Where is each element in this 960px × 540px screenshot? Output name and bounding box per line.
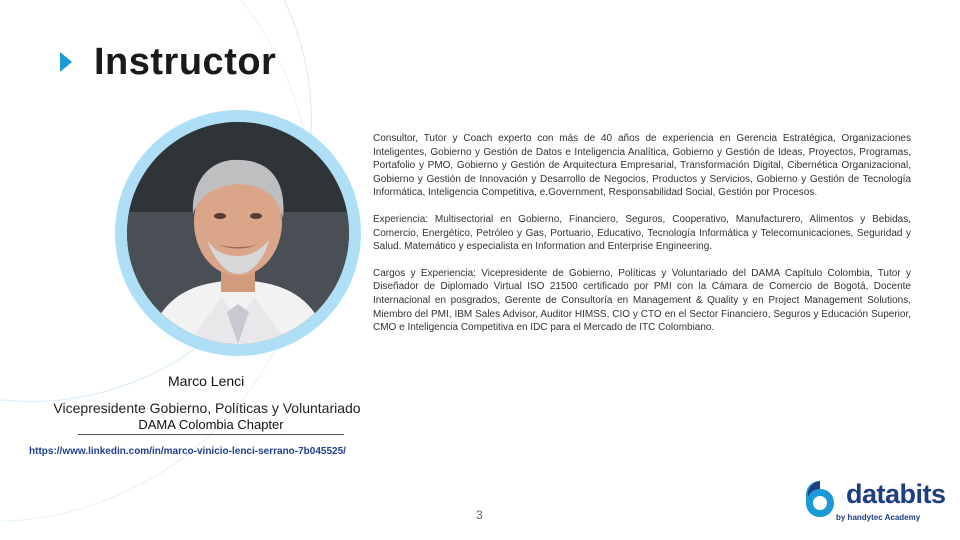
profile-photo-frame [115, 110, 361, 356]
bio-text [373, 132, 911, 348]
person-organization: DAMA Colombia Chapter [78, 417, 344, 435]
page-number: 3 [476, 508, 483, 522]
brand-tagline: by handytec Academy [836, 513, 921, 522]
play-triangle-icon [60, 52, 72, 72]
profile-photo [127, 122, 349, 344]
linkedin-link[interactable]: https://www.linkedin.com/in/marco-vinicio-lenci-serrano-7b045525/ [29, 446, 346, 457]
brand-name: databits [846, 479, 946, 509]
databits-logo-icon [804, 479, 836, 519]
person-role: Vicepresidente Gobierno, Políticas y Voluntariado [53, 400, 361, 416]
bio-paragraph-summary: Consultor, Tutor y Coach experto con más de 40 años de experiencia en Gerencia Estratégica, Organizaciones Inteligentes, Gobierno y Gestión de Datos e Inteligencia Analítica, Gobierno y Gestión de Ideas, Proyectos, Programas, Portafolio y PMO, Gobierno y Gestión de Arquitectura Empresarial, Transformación Digital, Cibernética Organizacional, Gobierno y Gestión de Innovación y Desarrollo de Negocios, Productos y Servicios, Gobierno y Gestión de Tecnología Informática, Inteligencia Competitiva, e.Government, Responsabilidad Social, Gestión por Procesos. [373, 133, 911, 199]
person-portrait-icon [127, 122, 349, 344]
bio-paragraph-positions: Cargos y Experiencia: Vicepresidente de Gobierno, Políticas y Voluntariado del DAMA Capítulo Colombia, Tutor y Diseñador de Diplomado Virtual ISO 21500 certificado por PMI con la Cámara de Comercio de Bogotá, Docente Internacional en posgrados, Gerente de Consultoría en Management & Quality y en Project Management Solutions, Miembro del PMI, IBM Sales Advisor, Auditor HIMSS, CIO y CTO en el Sector Financiero, Seguros y Educación Superior, CMO e Inteligencia Competitiva en IDC para el Mercado de ITC Colombiano. [373, 267, 911, 334]
page-title: Instructor [94, 40, 277, 83]
bio-paragraph-experience: Experiencia: Multisectorial en Gobierno, Financiero, Seguros, Cooperativo, Manufacturero, Alimentos y Bebidas, Comercio, Energético, Petróleo y Gas, Portuario, Educativo, Tecnología Informática y Telecomunicaciones, Seguridad y Salud. Matemático y especialista en Information and Enterprise Engineering. [373, 213, 911, 253]
brand-logo [804, 477, 944, 527]
person-name: Marco Lenci [168, 373, 245, 389]
header [60, 40, 276, 84]
